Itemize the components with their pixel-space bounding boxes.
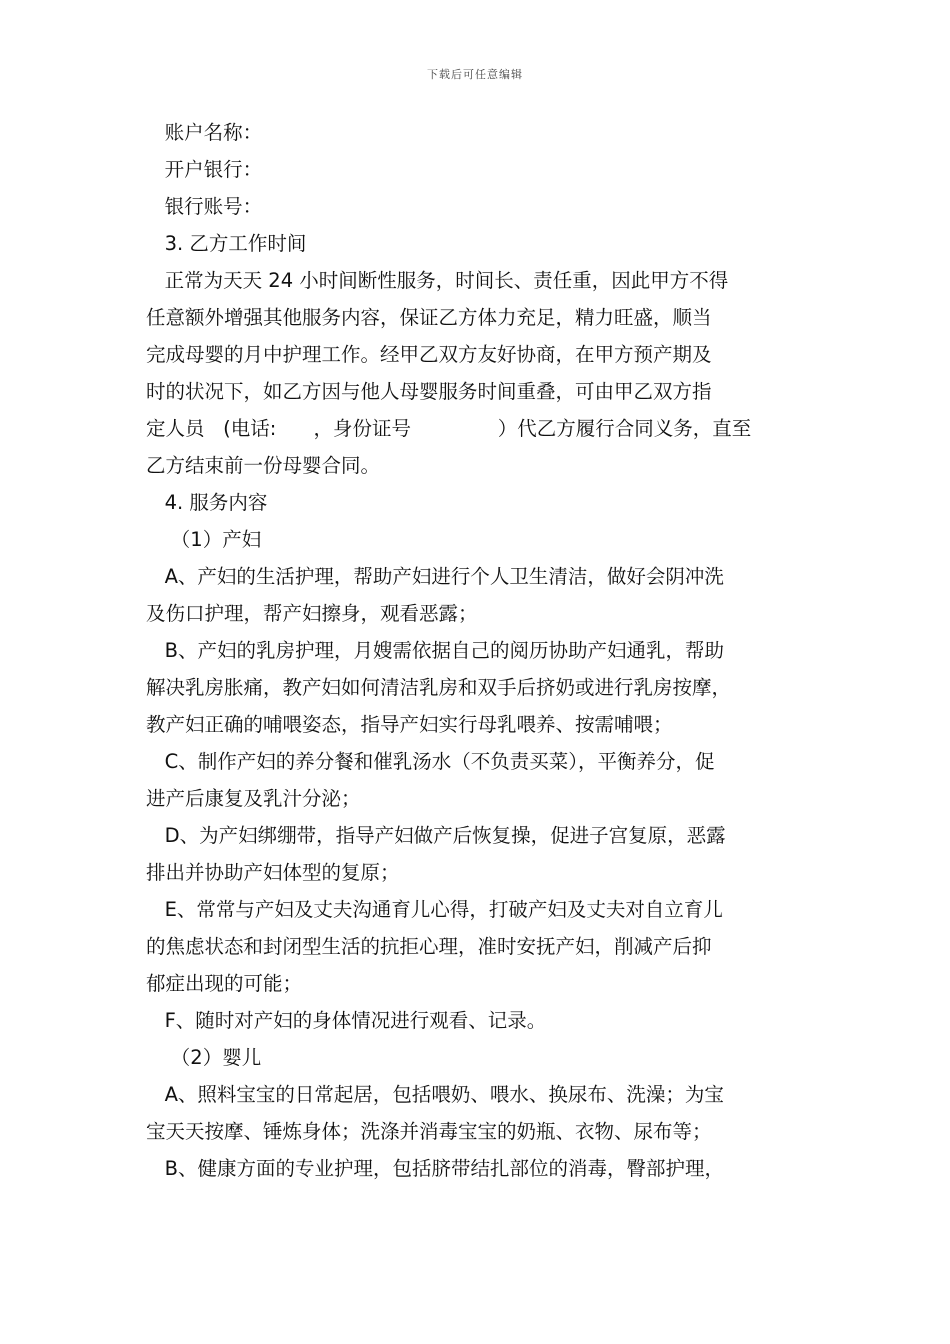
header-note: 下载后可任意编辑 (427, 68, 523, 81)
text-line: 账户名称： (146, 121, 263, 144)
text-line: 任意额外增强其他服务内容，保证乙方体力充足，精力旺盛，顺当 (146, 306, 712, 329)
text-line: 进产后康复及乳汁分泌； (146, 787, 361, 810)
text-line: 正常为天天 24 小时间断性服务，时间长、责任重，因此甲方不得 (146, 269, 729, 292)
text-line: 开户银行： (146, 158, 263, 181)
text-line: 的焦虑状态和封闭型生活的抗拒心理，准时安抚产妇，削减产后抑 (146, 935, 712, 958)
text-line: 时的状况下，如乙方因与他人母婴服务时间重叠，可由甲乙双方指 (146, 380, 712, 403)
section-heading: 4. 服务内容 (146, 491, 268, 514)
text-line: 郁症出现的可能； (146, 972, 303, 995)
text-line: B、健康方面的专业护理，包括脐带结扎部位的消毒，臀部护理， (146, 1157, 724, 1180)
text-line: D、为产妇绑绷带，指导产妇做产后恢复操，促进子宫复原，恶露 (146, 824, 726, 847)
text-line: E、常常与产妇及丈夫沟通育儿心得，打破产妇及丈夫对自立育儿 (146, 898, 723, 921)
subsection-heading: （2）婴儿 (146, 1046, 262, 1069)
text-line: 宝天天按摩、锤炼身体；洗涤并消毒宝宝的奶瓶、衣物、尿布等； (146, 1120, 712, 1143)
text-line: 排出并协助产妇体型的复原； (146, 861, 400, 884)
text-line: 完成母婴的月中护理工作。经甲乙双方友好协商，在甲方预产期及 (146, 343, 712, 366)
section-heading: 3. 乙方工作时间 (146, 232, 307, 255)
text-line: A、产妇的生活护理，帮助产妇进行个人卫生清洁，做好会阴冲洗 (146, 565, 724, 588)
text-line: 定人员 (电话: ，身份证号 ）代乙方履行合同义务，直至 (146, 417, 752, 440)
text-line: C、制作产妇的养分餐和催乳汤水（不负责买菜），平衡养分，促 (146, 750, 715, 773)
text-line: B、产妇的乳房护理，月嫂需依据自己的阅历协助产妇通乳，帮助 (146, 639, 724, 662)
text-line: F、随时对产妇的身体情况进行观看、记录。 (146, 1009, 547, 1032)
text-line: 教产妇正确的哺喂姿态，指导产妇实行母乳喂养、按需哺喂； (146, 713, 673, 736)
text-line: 乙方结束前一份母婴合同。 (146, 454, 381, 477)
subsection-heading: （1）产妇 (146, 528, 262, 551)
text-line: 银行账号： (146, 195, 263, 218)
text-line: A、照料宝宝的日常起居，包括喂奶、喂水、换尿布、洗澡；为宝 (146, 1083, 724, 1106)
text-line: 及伤口护理，帮产妇擦身，观看恶露； (146, 602, 478, 625)
document-body (146, 114, 836, 1187)
text-line: 解决乳房胀痛，教产妇如何清洁乳房和双手后挤奶或进行乳房按摩， (146, 676, 732, 699)
